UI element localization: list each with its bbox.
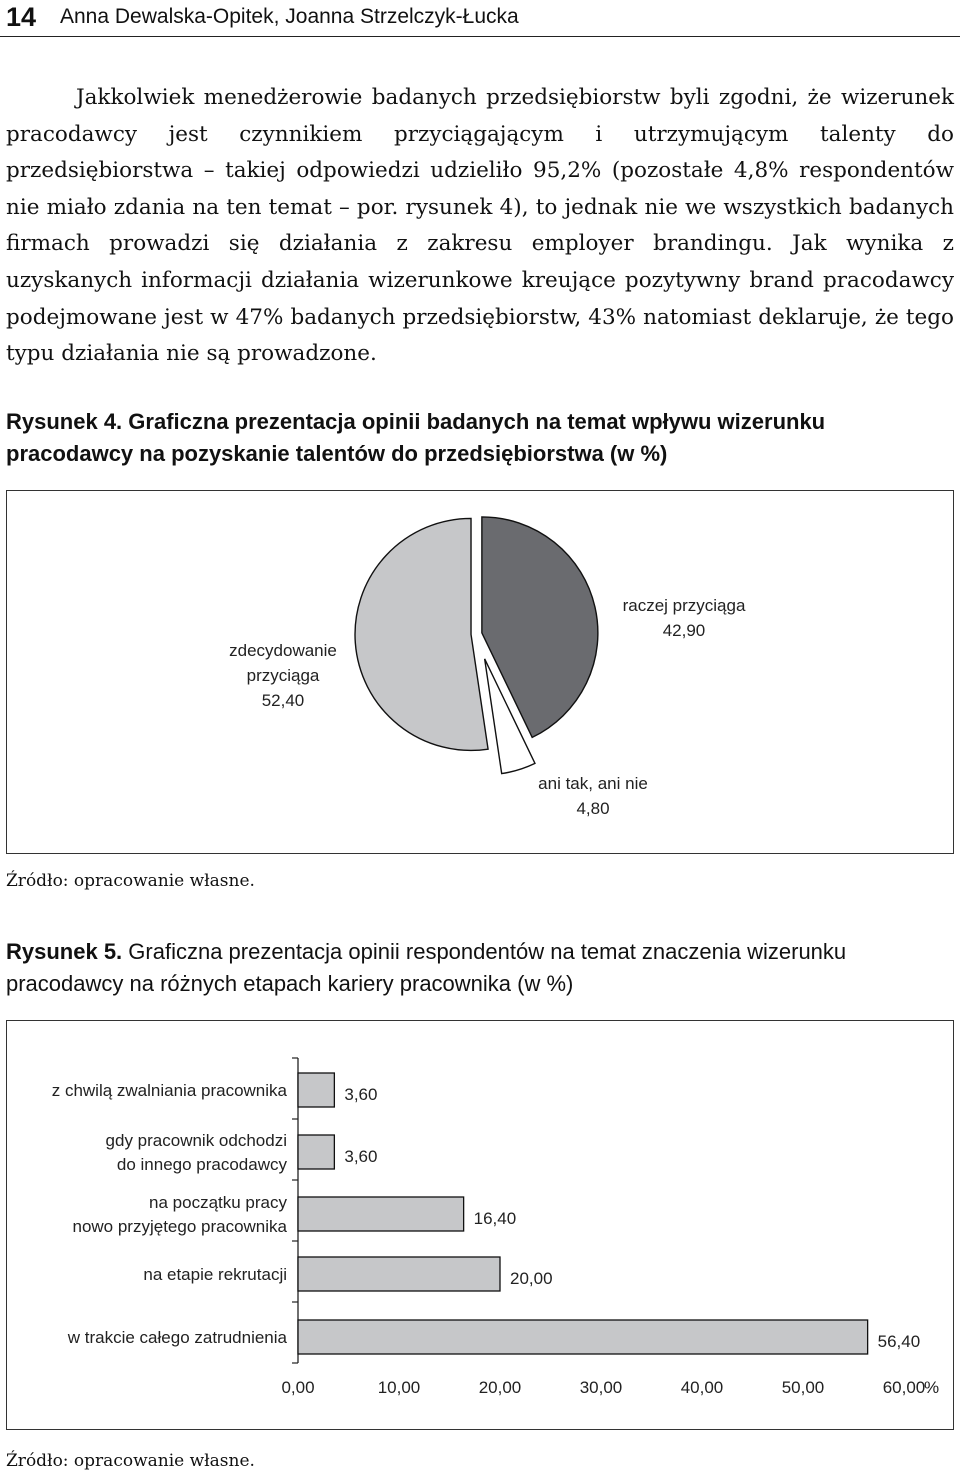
- bar-chart-frame: [6, 1020, 954, 1430]
- x-tick-label: 50,00: [781, 1378, 825, 1397]
- body-paragraph: Jakkolwiek menedżerowie badanych przedsiębiorstw byli zgodni, że wizerunek pracodawcy jest czynnikiem przyciągającym i utrzymującym talenty do przedsiębiorstwa – takiej odpowiedzi udzieliło 95,2% (pozostałe 4,8% respondentów nie miało zdania na ten temat – por. rysunek 4), to jednak nie we wszystkich badanych firmach prowadzi się działania z zakresu employer brandingu. Jak wynika z uzyskanych informacji działania wizerunkowe kreujące pozytywny brand pracodawcy podejmowane jest w 47% badanych przedsiębiorstw, 43% natomiast deklaruje, że tego typu działania nie są prowadzone.: [6, 85, 954, 367]
- x-tick-label: 60,00: [882, 1378, 926, 1397]
- figure-4-caption: [6, 406, 956, 470]
- pie-chart-frame: [6, 490, 954, 854]
- category-label-3: na etapie rekrutacji: [143, 1265, 287, 1284]
- x-tick-label: 20,00: [478, 1378, 522, 1397]
- pie-slice-label-0: raczej przyciąga: [622, 596, 746, 615]
- bar-3: [298, 1257, 500, 1291]
- figure-5-label: Rysunek 5.: [6, 939, 123, 964]
- pie-slice-2: [355, 518, 488, 750]
- page-header: [0, 0, 960, 37]
- bar-chart: [7, 1021, 952, 1428]
- figure-4-label: Rysunek 4.: [6, 409, 123, 434]
- bar-value-label-3: 20,00: [510, 1269, 553, 1288]
- bar-2: [298, 1197, 464, 1231]
- category-label-1: do innego pracodawcy: [116, 1155, 287, 1174]
- figure-4-title: Graficzna prezentacja opinii badanych na temat wpływu wizerunku pracodawcy na pozyskanie talentów do przedsiębiorstwa (w %): [6, 409, 826, 466]
- figure-5-title: Graficzna prezentacja opinii respondentów na temat znaczenia wizerunku pracodawcy na różnych etapach kariery pracownika (w %): [6, 939, 847, 996]
- pie-value-label-2: 52,40: [261, 691, 305, 710]
- bar-4: [298, 1320, 868, 1354]
- page-number: 14: [6, 2, 37, 32]
- x-unit-label: %: [924, 1378, 940, 1397]
- x-tick-label: 40,00: [680, 1378, 724, 1397]
- bar-value-label-1: 3,60: [344, 1147, 378, 1166]
- category-label-1: gdy pracownik odchodzi: [105, 1131, 287, 1150]
- figure-5-source: Źródło: opracowanie własne.: [6, 1451, 255, 1471]
- pie-value-label-1: 4,80: [576, 799, 610, 818]
- figure-4-source: Źródło: opracowanie własne.: [6, 871, 255, 891]
- figure-5-caption: [6, 936, 956, 1000]
- pie-slice-label-2: zdecydowanie: [229, 641, 337, 660]
- pie-slice-label-1: ani tak, ani nie: [538, 774, 648, 793]
- x-tick-label: 10,00: [377, 1378, 421, 1397]
- category-label-0: z chwilą zwalniania pracownika: [51, 1081, 287, 1100]
- x-tick-label: 30,00: [579, 1378, 623, 1397]
- bar-1: [298, 1135, 334, 1169]
- pie-slice-label-2: przyciąga: [246, 666, 320, 685]
- running-head-authors: Anna Dewalska-Opitek, Joanna Strzelczyk-Łucka: [60, 5, 519, 28]
- x-tick-label: 0,00: [281, 1378, 315, 1397]
- pie-chart: [7, 491, 952, 852]
- category-label-4: w trakcie całego zatrudnienia: [67, 1328, 287, 1347]
- bar-0: [298, 1073, 334, 1107]
- bar-value-label-4: 56,40: [877, 1332, 921, 1351]
- pie-value-label-0: 42,90: [662, 621, 706, 640]
- category-label-2: na początku pracy: [149, 1193, 287, 1212]
- bar-value-label-2: 16,40: [473, 1209, 517, 1228]
- category-label-2: nowo przyjętego pracownika: [72, 1217, 287, 1236]
- bar-value-label-0: 3,60: [344, 1085, 378, 1104]
